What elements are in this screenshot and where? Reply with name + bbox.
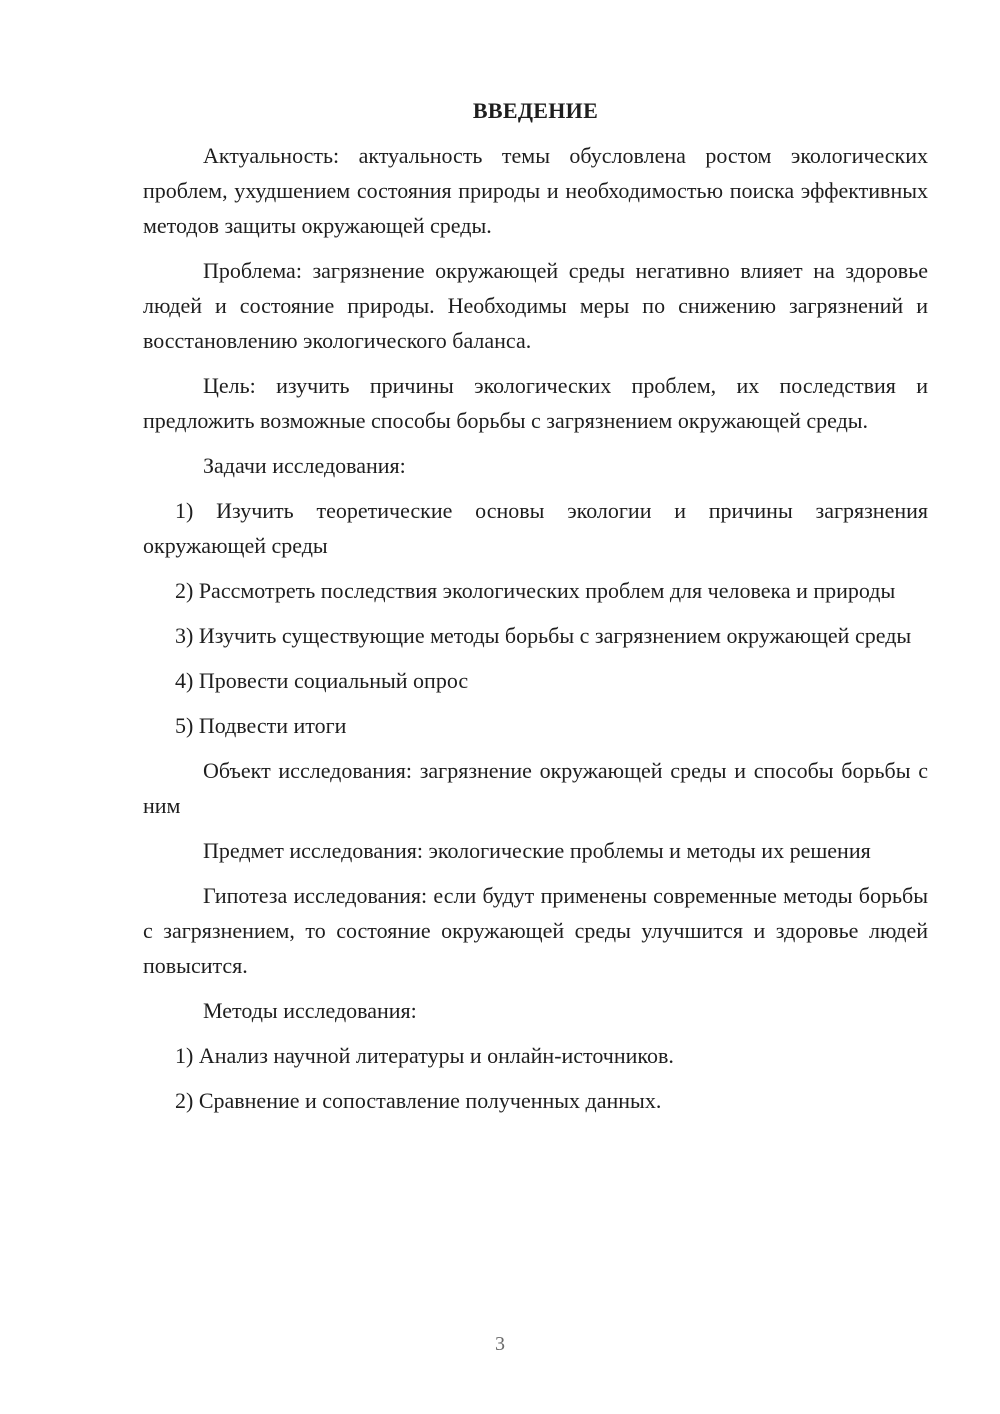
paragraph-relevance: Актуальность: актуальность темы обусловлена ростом экологических проблем, ухудшением состояния природы и необходимостью поиска эффективных методов защиты окружающей среды. <box>143 143 928 238</box>
methods-heading: Методы исследования: <box>203 998 417 1023</box>
paragraph-goal: Цель: изучить причины экологических проблем, их последствия и предложить возможные способы борьбы с загрязнением окружающей среды. <box>143 373 928 433</box>
page-number: 3 <box>495 1333 505 1355</box>
tasks-heading: Задачи исследования: <box>203 453 406 478</box>
task-item-2: 2) Рассмотреть последствия экологических проблем для человека и природы <box>175 578 896 603</box>
paragraph-problem: Проблема: загрязнение окружающей среды негативно влияет на здоровье людей и состояние природы. Необходимы меры по снижению загрязнений и восстановлению экологического баланса. <box>143 258 928 353</box>
task-item-5: 5) Подвести итоги <box>175 713 347 738</box>
paragraph-subject: Предмет исследования: экологические проблемы и методы их решения <box>203 838 871 863</box>
task-item-1: 1) Изучить теоретические основы экологии и причины загрязнения окружающей среды <box>143 498 928 558</box>
method-item-1: 1) Анализ научной литературы и онлайн-источников. <box>175 1043 674 1068</box>
section-title: ВВЕДЕНИЕ <box>472 98 599 123</box>
method-item-2: 2) Сравнение и сопоставление полученных данных. <box>175 1088 662 1113</box>
task-item-4: 4) Провести социальный опрос <box>175 668 469 693</box>
task-item-3: 3) Изучить существующие методы борьбы с загрязнением окружающей среды <box>175 623 912 648</box>
document-page <box>143 96 928 1128</box>
paragraph-object: Объект исследования: загрязнение окружающей среды и способы борьбы с ним <box>143 758 928 818</box>
paragraph-hypothesis: Гипотеза исследования: если будут применены современные методы борьбы с загрязнением, то состояние окружающей среды улучшится и здоровье людей повысится. <box>143 883 928 978</box>
